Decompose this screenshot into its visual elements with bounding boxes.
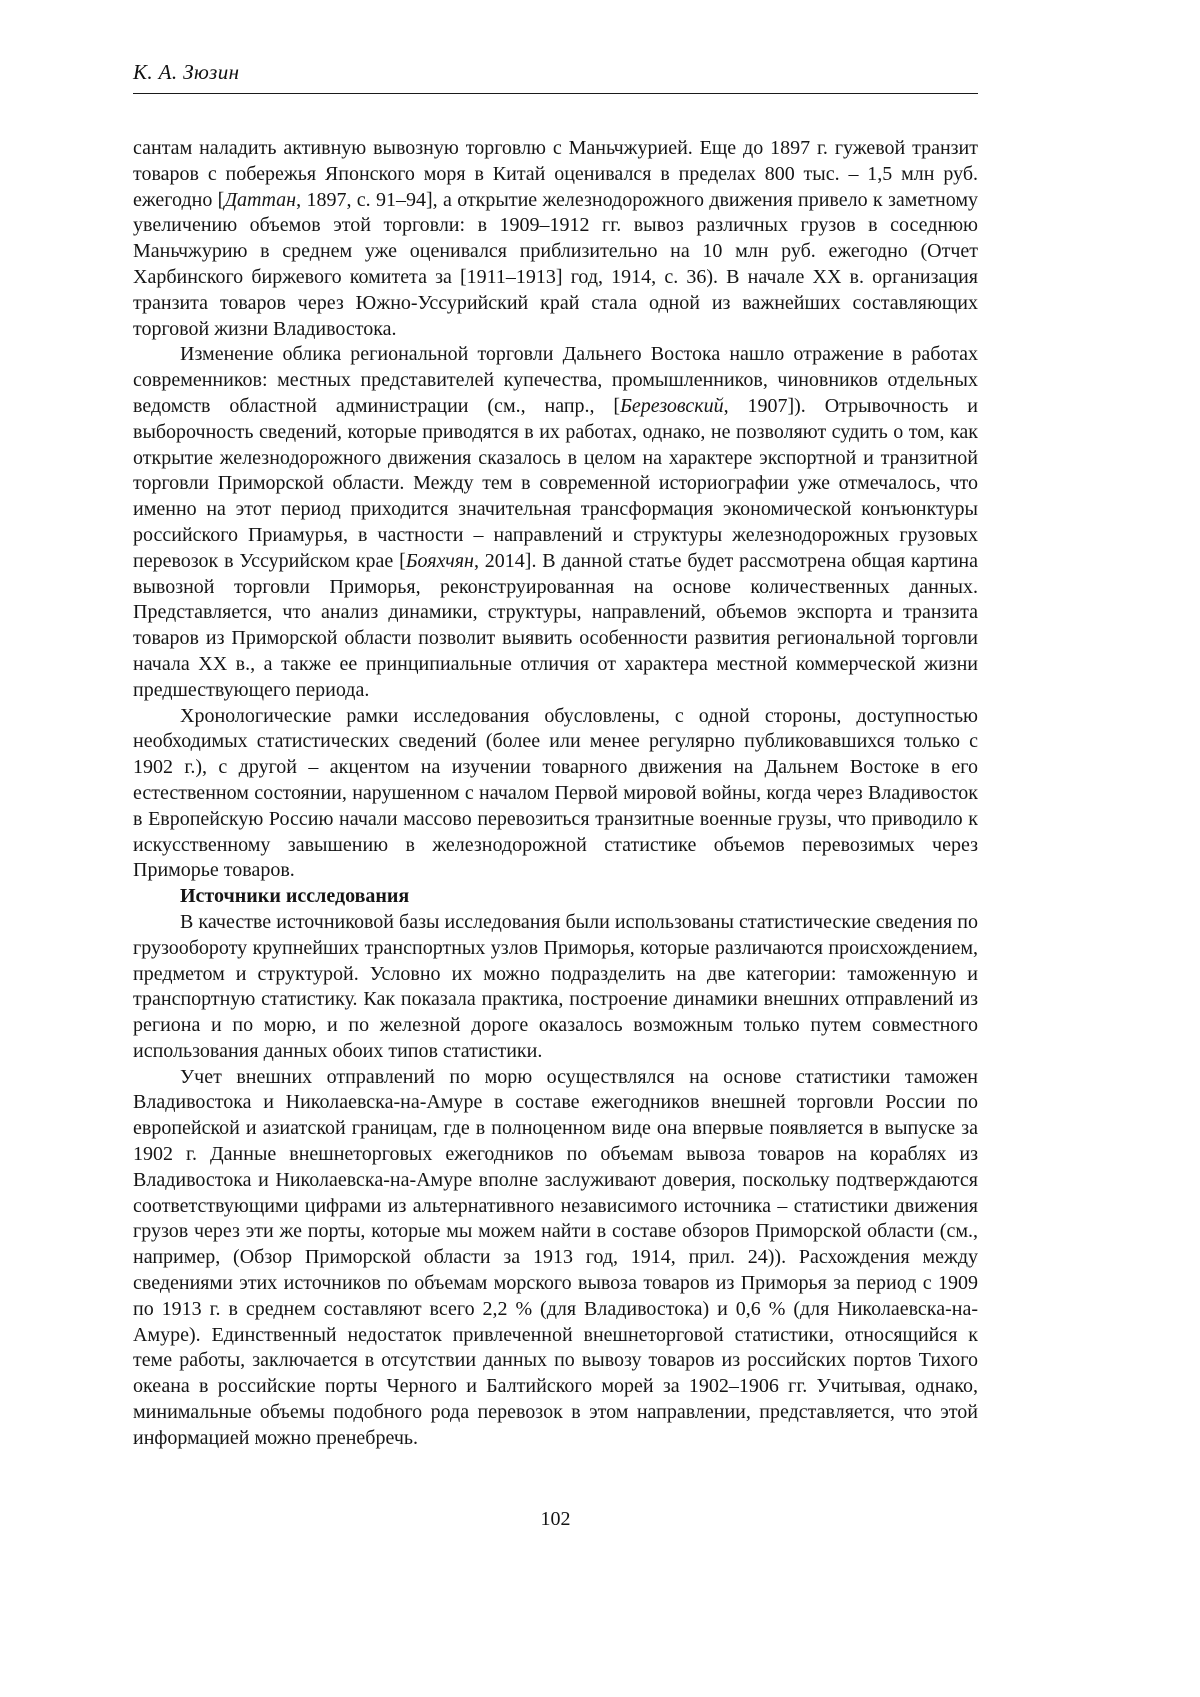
- citation-author: Березовский: [620, 394, 724, 417]
- text-run: Учет внешних отправлений по морю осуществлялся на основе статистики таможен Владивостока и Николаевска-на-Амуре в составе ежегодников внешней торговли России по европейской и азиатской границам, где в полноценном виде она впервые появляется в выпуске за 1902 г. Данные внешнеторговых ежегодников по объемам вывоза товаров на кораблях из Владивостока и Николаевска-на-Амуре вполне заслуживают доверия, поскольку подтверждаются соответствующими цифрами из альтернативного независимого источника – статистики движения грузов через эти же порты, которые мы можем найти в составе обзоров Приморской области (см., например, (Обзор Приморской области за 1913 год, 1914, прил. 24)). Расхождения между сведениями этих источников по объемам морского вывоза товаров из Приморья за период с 1909 по 1913 г. в среднем составляют всего 2,2 % (для Владивостока) и 0,6 % (для Николаевска-на-Амуре). Единственный недостаток привлеченной внешнеторговой статистики, относящийся к теме работы, заключается в отсутствии данных по вывозу товаров из российских портов Тихого океана в российские порты Черного и Балтийского морей за 1902–1906 гг. Учитывая, однако, минимальные объемы подобного рода перевозок в этом направлении, представляется, что этой информацией можно пренебречь.: [133, 1065, 978, 1449]
- text-run: сантам наладить активную вывозную торговлю с Маньчжурией. Еще до 1897 г. гужевой транзит товаров с побережья Японского моря в Китай оценивался в пределах 800 тыс. – 1,5 млн руб. ежегодно [: [133, 137, 978, 211]
- text-run: Хронологические рамки исследования обусловлены, с одной стороны, доступностью необходимых статистических сведений (более или менее регулярно публиковавшихся только с 1902 г.), с другой – акцентом на изучении товарного движения на Дальнем Востоке в его естественном состоянии, нарушенном с началом Первой мировой войны, когда через Владивосток в Европейскую Россию начали массово перевозиться транзитные военные грузы, что приводило к искусственному завышению в железнодорожной статистике объемов перевозимых через Приморье товаров.: [133, 704, 978, 882]
- text-run: В качестве источниковой базы исследования были использованы статистические сведения по грузообороту крупнейших транспортных узлов Приморья, которые различаются происхождением, предметом и структурой. Условно их можно подразделить на две категории: таможенную и транспортную статистику. Как показала практика, построение динамики внешних отправлений из региона и по морю, и по железной дороге оказалось возможным только путем совместного использования данных обоих типов статистики.: [133, 910, 978, 1062]
- paragraph: [133, 910, 978, 1065]
- citation-author: Даттан: [224, 188, 297, 211]
- article-body: [133, 136, 978, 1452]
- text-run: , 1907]). Отрывочность и выборочность сведений, которые приводятся в их работах, однако, не позволяют судить о том, как открытие железнодорожного движения сказалось в целом на характере экспортной и транзитной торговли Приморской области. Между тем в современной историографии уже отмечалось, что именно на этот период приходится значительная трансформация экономической конъюнктуры российского Приамурья, в частности – направлений и структуры железнодорожных грузовых перевозок в Уссурийском крае [: [133, 394, 978, 572]
- page-number: 102: [540, 1507, 571, 1530]
- citation-author: Бояхчян: [405, 549, 474, 572]
- paragraph: [133, 704, 978, 885]
- paragraph: [133, 342, 978, 703]
- section-heading: [133, 884, 978, 910]
- text-run: Изменение облика региональной торговли Дальнего Востока нашло отражение в работах современников: местных представителей купечества, промышленников, чиновников отдельных ведомств областной администрации (см., напр., [: [133, 343, 978, 417]
- text-run: Источники исследования: [180, 885, 410, 908]
- paragraph: [133, 136, 978, 342]
- running-header: К. А. Зюзин: [133, 60, 240, 84]
- paragraph: [133, 1065, 978, 1452]
- content-column: [133, 60, 978, 1531]
- text-run: , 2014]. В данной статье будет рассмотрена общая картина вывозной торговли Приморья, реконструированная на основе количественных данных. Представляется, что анализ динамики, структуры, направлений, объемов экспорта и транзита товаров из Приморской области позволит выявить особенности развития региональной торговли начала XX в., а также ее принципиальные отличия от характера местной коммерческой жизни предшествующего периода.: [133, 549, 978, 701]
- header-rule: [133, 93, 978, 94]
- text-run: , 1897, с. 91–94], а открытие железнодорожного движения привело к заметному увеличению объемов этой торговли: в 1909–1912 гг. вывоз различных грузов в соседнюю Маньчжурию в среднем уже оценивался приблизительно на 10 млн руб. ежегодно (Отчет Харбинского биржевого комитета за [1911–1913] год, 1914, с. 36). В начале XX в. организация транзита товаров через Южно-Уссурийский край стала одной из важнейших составляющих торговой жизни Владивостока.: [133, 188, 979, 340]
